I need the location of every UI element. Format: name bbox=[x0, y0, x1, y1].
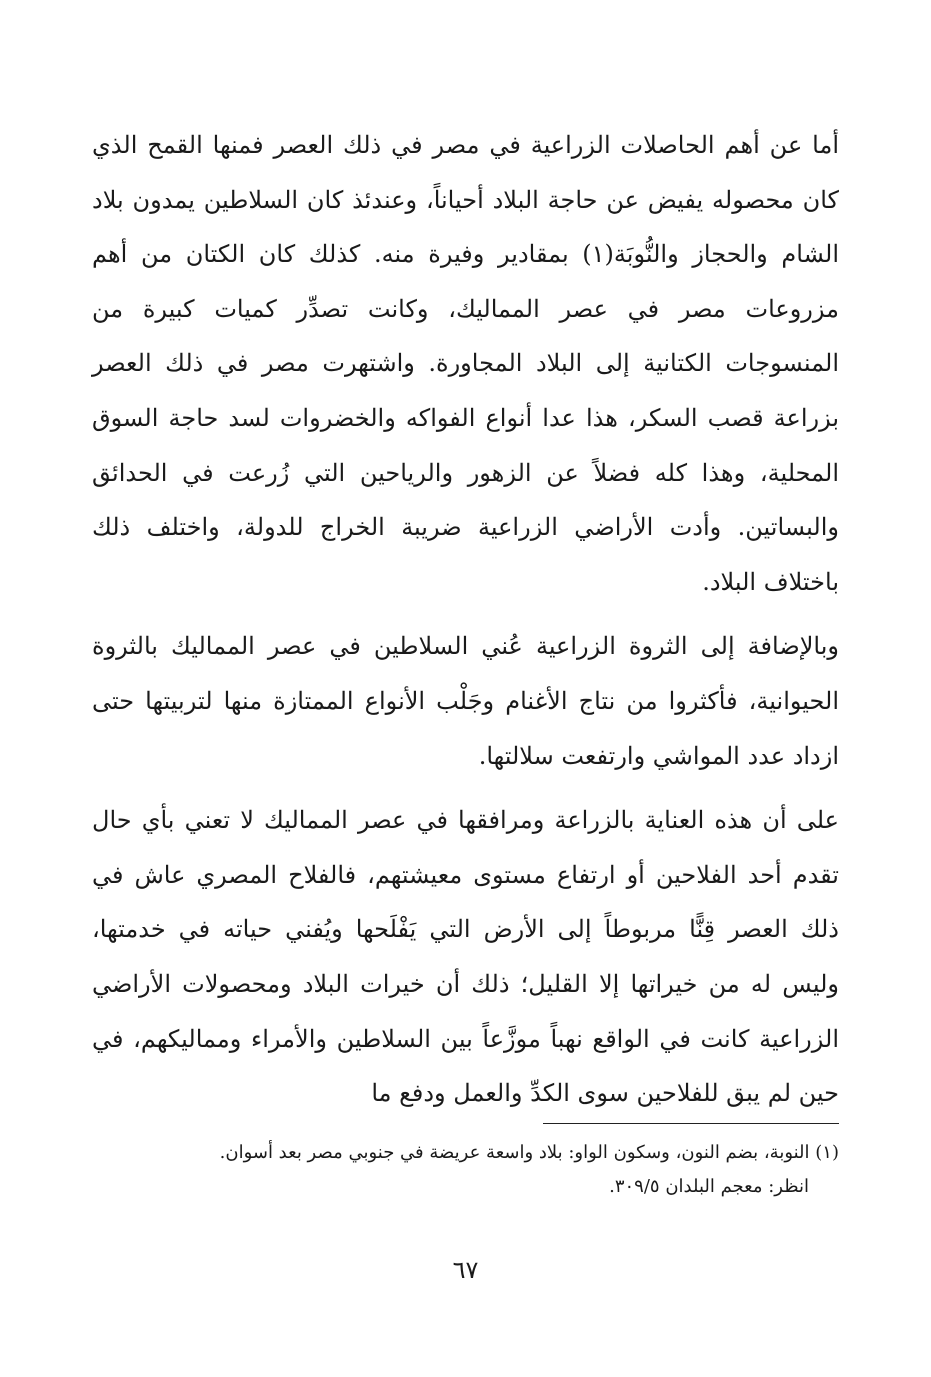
footnote-divider bbox=[543, 1123, 839, 1124]
footnote-1-line-1: (١) النوبة، بضم النون، وسكون الواو: بلاد واسعة عريضة في جنوبي مصر بعد أسوان. bbox=[219, 1142, 839, 1163]
paragraph-2: وبالإضافة إلى الثروة الزراعية عُني السلاطين في عصر المماليك بالثروة الحيوانية، فأكثروا من نتاج الأغنام وجَلْب الأنواع الممتازة منها لتربيتها حتى ازداد عدد المواشي وارتفعت سلالتها. bbox=[92, 632, 839, 770]
footnote-1-line-2: انظر: معجم البلدان ٣٠٩/٥. bbox=[609, 1176, 809, 1197]
paragraph-1: أما عن أهم الحاصلات الزراعية في مصر في ذلك العصر فمنها القمح الذي كان محصوله يفيض عن حاجة البلاد أحياناً، وعندئذ كان السلاطين يمدون بلاد الشام والحجاز والنُّوبَة(١) بمقادير وفيرة منه. كذلك كان الكتان من أهم مزروعات مصر في عصر المماليك، وكانت تصدِّر كميات كبيرة من المنسوجات الكتانية إلى البلاد المجاورة. واشتهرت مصر في ذلك العصر بزراعة قصب السكر، هذا عدا أنواع الفواكه والخضروات لسد حاجة السوق المحلية، وهذا كله فضلاً عن الزهور والرياحين التي زُرعت في الحدائق والبساتين. وأدت الأراضي الزراعية ضريبة الخراج للدولة، واختلف ذلك باختلاف البلاد. bbox=[92, 131, 839, 596]
main-text bbox=[92, 118, 839, 1121]
footnote-1 bbox=[92, 1136, 839, 1204]
page-number: ٦٧ bbox=[452, 1256, 479, 1284]
footnotes bbox=[92, 1136, 839, 1204]
paragraph-3: على أن هذه العناية بالزراعة ومرافقها في عصر المماليك لا تعني بأي حال تقدم أحد الفلاحين أو ارتفاع مستوى معيشتهم، فالفلاح المصري عاش في ذلك العصر قِنًّا مربوطاً إلى الأرض التي يَفْلَحها ويُفني حياته في خدمتها، وليس له من خيراتها إلا القليل؛ ذلك أن خيرات البلاد ومحصولات الأراضي الزراعية كانت في الواقع نهباً موزَّعاً بين السلاطين والأمراء ومماليكهم، في حين لم يبق للفلاحين سوى الكدِّ والعمل ودفع ما bbox=[92, 806, 840, 1108]
